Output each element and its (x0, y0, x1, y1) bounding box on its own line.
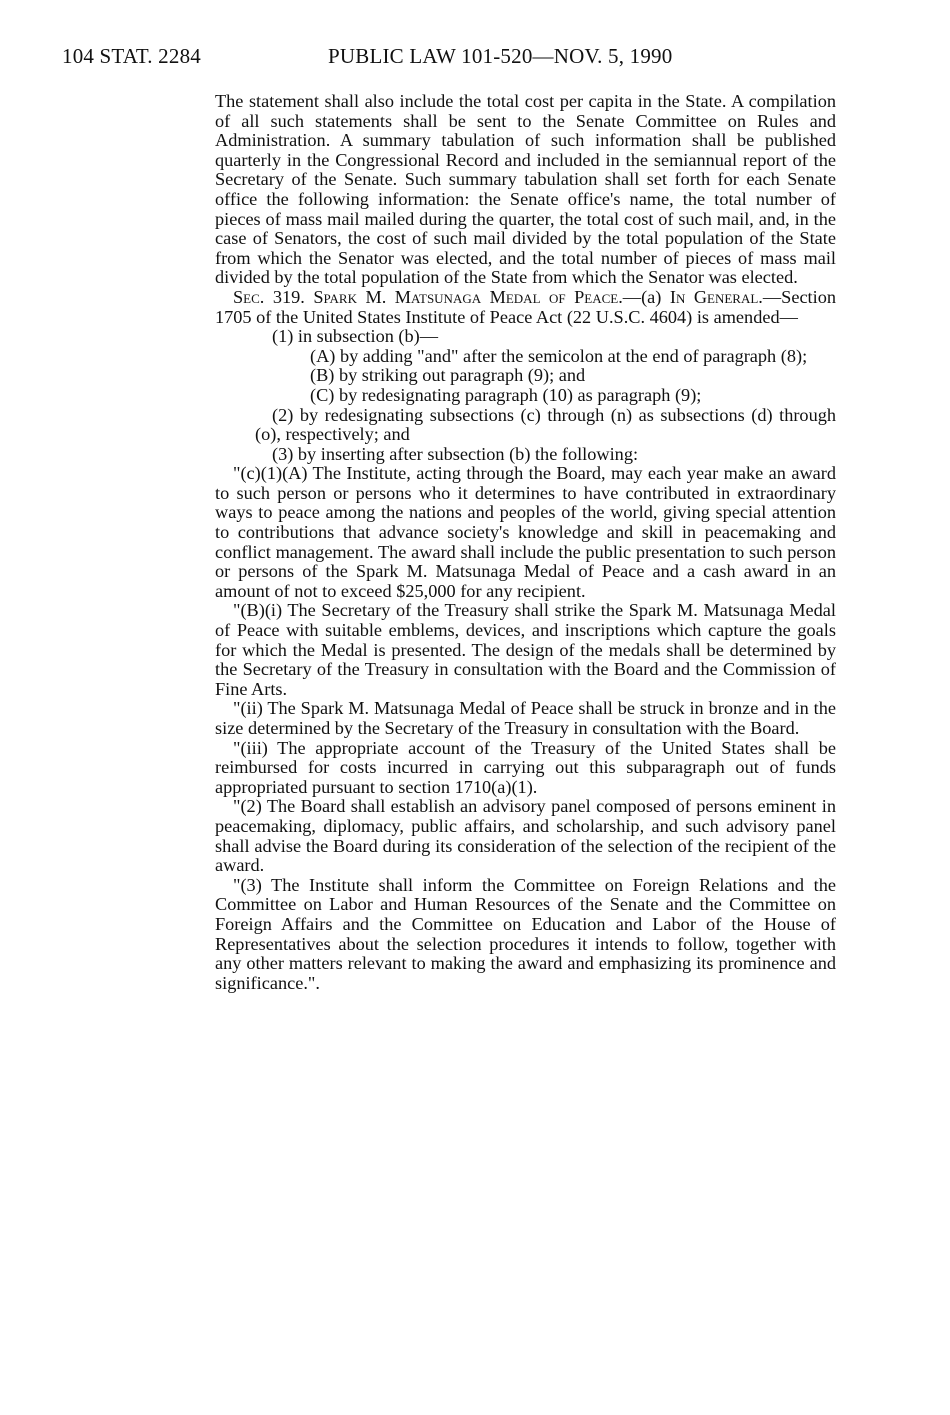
document-body (215, 92, 836, 993)
subsection-c-3: "(3) The Institute shall inform the Committee on Foreign Relations and the Committee on Labor and Human Resources of the Senate and the Committee on Foreign Affairs and the Committee on Education and Labor of the House of Representatives about the selection procedures it intends to follow, together with any other matters relevant to making the award and emphasizing its prominence and significance.". (215, 874, 836, 993)
subsection-c-1-b-i: "(B)(i) The Secretary of the Treasury shall strike the Spark M. Matsunaga Medal of Peace with suitable emblems, devices, and inscriptions which capture the goals for which the Medal is presented. The design of the medals shall be determined by the Secretary of the Treasury in consultation with the Board and the Commission of Fine Arts. (215, 600, 836, 699)
amendment-item-1: (1) in subsection (b)— (272, 326, 439, 347)
page-header (62, 44, 742, 74)
amendment-item-1b: (B) by striking out paragraph (9); and (310, 365, 586, 386)
paragraph-statement: The statement shall also include the total cost per capita in the State. A compilation of all such statements shall be sent to the Senate Committee on Rules and Administration. A summary tabulation of such information shall be published quarterly in the Congressional Record and included in the semiannual report of the Secretary of the Senate. Such summary tabulation shall set forth for each Senate office the following information: the Senate office's name, the total number of pieces of mass mail mailed during the quarter, the total cost of such mail, and, in the case of Senators, the cost of such mail divided by the total population of the State from which the Senator was elected, and the total number of pieces of mass mail divided by the total population of the State from which the Senator was elected. (215, 91, 836, 288)
section-label: Sec. 319. (233, 286, 305, 307)
statute-page-number: 104 STAT. 2284 (62, 44, 201, 68)
amendment-item-1c: (C) by redesignating paragraph (10) as paragraph (9); (310, 384, 702, 405)
section-title: Spark M. Matsunaga Medal of Peace. (313, 286, 623, 307)
public-law-title: PUBLIC LAW 101-520—NOV. 5, 1990 (328, 44, 673, 68)
subsection-c-1-a: "(c)(1)(A) The Institute, acting through the Board, may each year make an award to such person or persons who it determines to have contributed in extraordinary ways to peace among the nations and peoples of the world, giving special attention to contributions that advance society's knowledge and skill in peacemaking and conflict management. The award shall include the public presentation to such person or persons of the Spark M. Matsunaga Medal of Peace and a cash award in an amount of not to exceed $25,000 for any recipient. (215, 463, 836, 601)
subsection-general-heading: In General. (669, 286, 763, 307)
subsection-c-1-b-iii: "(iii) The appropriate account of the Treasury of the United States shall be reimbursed for costs incurred in carrying out this subparagraph out of funds appropriated pursuant to section 1710(a)(1). (215, 737, 836, 797)
section-amend-text: —Section 1705 of the United States Institute of Peace Act (22 U.S.C. 4604) is amended— (215, 286, 836, 327)
subsection-a-marker: —(a) (622, 286, 670, 307)
amendment-item-1a: (A) by adding "and" after the semicolon at the end of paragraph (8); (310, 345, 808, 366)
amendment-item-2: (2) by redesignating subsections (c) through (n) as subsections (d) through (o), respectively; and (255, 404, 836, 445)
subsection-c-1-b-ii: "(ii) The Spark M. Matsunaga Medal of Peace shall be struck in bronze and in the size determined by the Secretary of the Treasury in consultation with the Board. (215, 698, 836, 738)
amendment-item-3: (3) by inserting after subsection (b) the following: (272, 443, 639, 464)
section-319-heading (215, 288, 836, 327)
subsection-c-2: "(2) The Board shall establish an advisory panel composed of persons eminent in peacemaking, diplomacy, public affairs, and scholarship, and such advisory panel shall advise the Board during its consideration of the selection of the recipient of the award. (215, 796, 836, 876)
